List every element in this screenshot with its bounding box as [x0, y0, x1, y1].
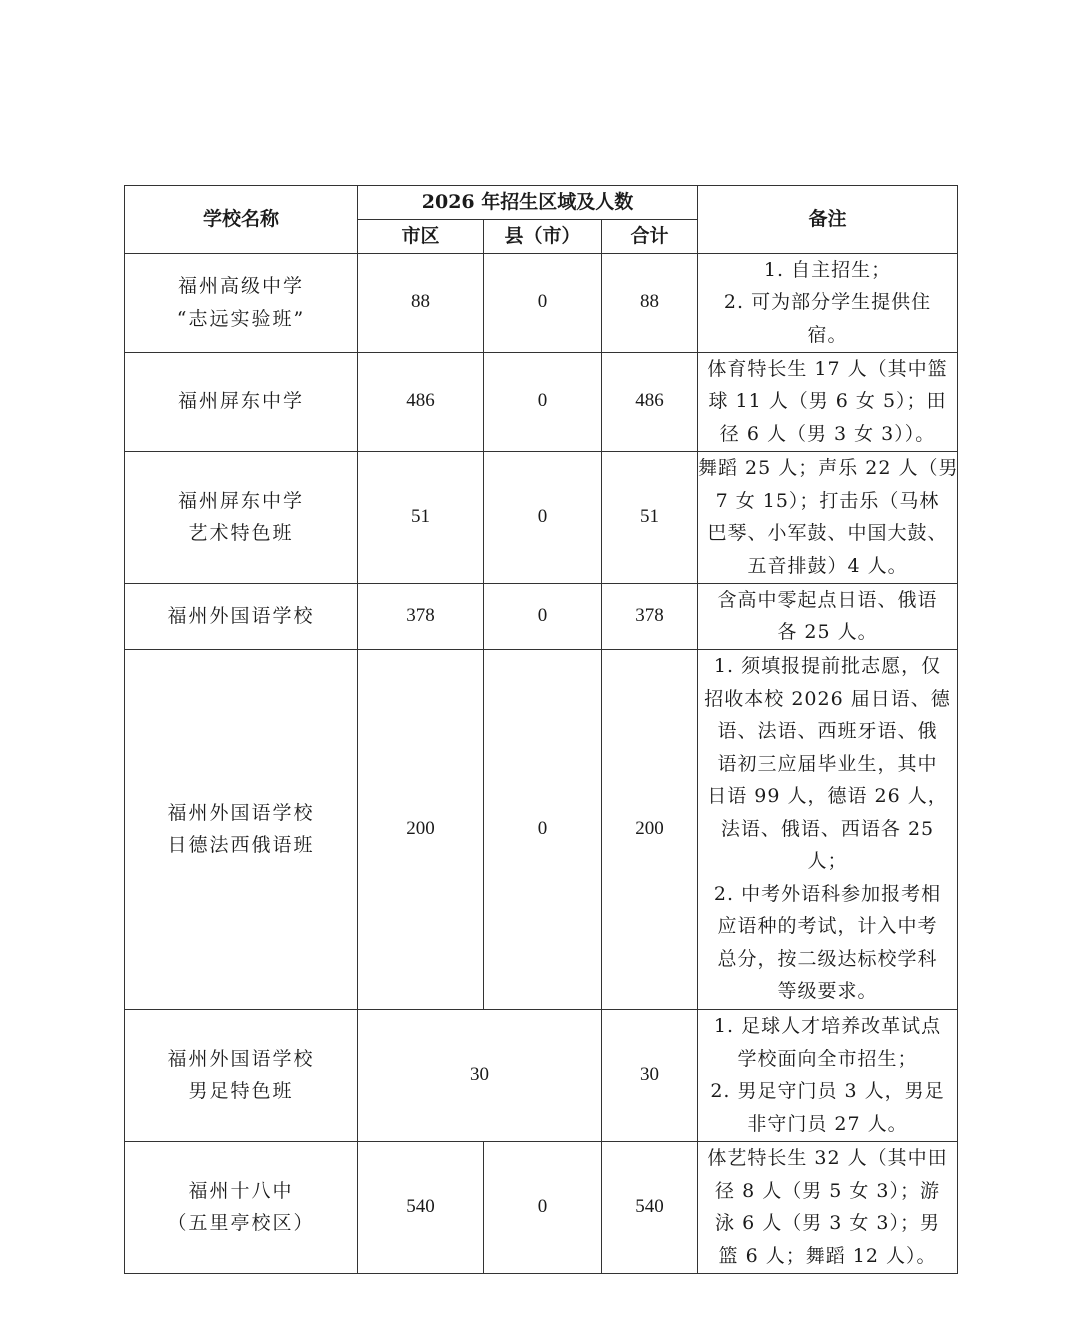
total-count: 540 [602, 1141, 698, 1273]
remark-cell [698, 352, 958, 451]
total-count: 51 [602, 451, 698, 583]
remark-line: 招收本校 2026 届日语、德 [704, 687, 951, 710]
school-name-line: 福州十八中 [188, 1179, 294, 1202]
remark-line: 语初三应届毕业生，其中 [717, 752, 938, 775]
remark-line: 舞蹈 25 人；声乐 22 人（男 [698, 457, 959, 479]
table-row [125, 1141, 958, 1273]
school-name-line: 福州高级中学 [177, 275, 304, 297]
header-county: 县（市） [484, 220, 602, 254]
table-row [125, 583, 958, 649]
school-name-line: （五里亭校区） [167, 1212, 315, 1234]
remark-cell [698, 1009, 958, 1141]
header-total: 合计 [602, 220, 698, 254]
header-remarks: 备注 [698, 186, 958, 254]
city-count: 486 [358, 352, 484, 451]
remark-line: 日语 99 人，德语 26 人， [707, 785, 948, 808]
header-school-name: 学校名称 [125, 186, 358, 254]
school-name-line: 福州屏东中学 [177, 390, 304, 413]
remark-line: 总分，按二级达标校学科 [717, 947, 938, 970]
school-name-line: 男足特色班 [188, 1080, 294, 1102]
school-name-line: 日德法西俄语班 [167, 834, 315, 856]
city-count: 378 [358, 583, 484, 649]
school-name-line: 福州屏东中学 [177, 489, 304, 512]
total-count: 200 [602, 649, 698, 1009]
school-name-line: 福州外国语学校 [167, 1047, 315, 1070]
school-name-line: “志远实验班” [176, 307, 306, 330]
school-name-line: 艺术特色班 [188, 522, 294, 544]
school-name-line: 福州外国语学校 [167, 604, 315, 627]
remark-line: 球 11 人（男 6 女 5）；田 [708, 390, 947, 413]
remark-line: 1. 自主招生； [763, 258, 892, 281]
remark-line: 含高中零起点日语、俄语 [717, 588, 938, 611]
remark-line: 2. 中考外语科参加报考相 [713, 882, 942, 905]
total-count: 486 [602, 352, 698, 451]
remark-line: 非守门员 27 人。 [747, 1112, 908, 1135]
table-row [125, 649, 958, 1009]
county-count: 0 [484, 352, 602, 451]
county-count: 0 [484, 649, 602, 1009]
enrollment-table [124, 185, 958, 1274]
total-count: 378 [602, 583, 698, 649]
remark-cell [698, 583, 958, 649]
table-row [125, 451, 958, 583]
remark-line: 法语、俄语、西语各 25 [720, 817, 935, 840]
remark-line: 体育特长生 17 人（其中篮 [707, 357, 948, 380]
school-name-cell [125, 253, 358, 352]
remark-line: 体艺特长生 32 人（其中田 [707, 1147, 948, 1169]
school-name-cell [125, 583, 358, 649]
header-city: 市区 [358, 220, 484, 254]
school-name-cell [125, 1009, 358, 1141]
remark-line: 宿。 [807, 323, 848, 346]
table-row [125, 253, 958, 352]
remark-line: 应语种的考试，计入中考 [717, 915, 938, 938]
school-name-cell [125, 352, 358, 451]
remark-line: 1. 须填报提前批志愿，仅 [713, 655, 942, 678]
remark-line: 各 25 人。 [777, 621, 878, 643]
remark-line: 篮 6 人；舞蹈 12 人）。 [718, 1244, 937, 1267]
county-count: 0 [484, 451, 602, 583]
table-row [125, 352, 958, 451]
remark-line: 2. 男足守门员 3 人，男足 [710, 1080, 945, 1102]
remark-line: 泳 6 人（男 3 女 3）；男 [715, 1212, 940, 1234]
total-count: 30 [602, 1009, 698, 1141]
city-count: 51 [358, 451, 484, 583]
remark-line: 1. 足球人才培养改革试点 [713, 1015, 942, 1037]
city-count: 540 [358, 1141, 484, 1273]
remark-line: 等级要求。 [777, 980, 878, 1003]
header-region-group: 2026 年招生区域及人数 [358, 186, 698, 220]
remark-line: 人； [807, 850, 848, 873]
remark-line: 2. 可为部分学生提供住 [723, 291, 932, 314]
remark-cell [698, 253, 958, 352]
remark-line: 语、法语、西班牙语、俄 [717, 720, 938, 743]
county-count: 0 [484, 583, 602, 649]
school-name-cell [125, 649, 358, 1009]
county-count: 0 [484, 1141, 602, 1273]
remark-line: 7 女 15）；打击乐（马林 [715, 489, 940, 512]
remark-cell [698, 451, 958, 583]
remark-line: 径 8 人（男 5 女 3）；游 [715, 1179, 940, 1202]
school-name-cell [125, 1141, 358, 1273]
city-count: 200 [358, 649, 484, 1009]
school-name-cell [125, 451, 358, 583]
remark-cell [698, 1141, 958, 1273]
remark-line: 五音排鼓）4 人。 [747, 554, 908, 577]
total-count: 88 [602, 253, 698, 352]
remark-line: 巴琴、小军鼓、中国大鼓、 [707, 522, 948, 544]
table-row [125, 1009, 958, 1141]
remark-line: 学校面向全市招生； [737, 1047, 918, 1070]
remark-cell [698, 649, 958, 1009]
county-count: 0 [484, 253, 602, 352]
remark-line: 径 6 人（男 3 女 3））。 [719, 422, 936, 445]
merged-city-county-count: 30 [358, 1009, 602, 1141]
city-count: 88 [358, 253, 484, 352]
school-name-line: 福州外国语学校 [167, 801, 315, 824]
